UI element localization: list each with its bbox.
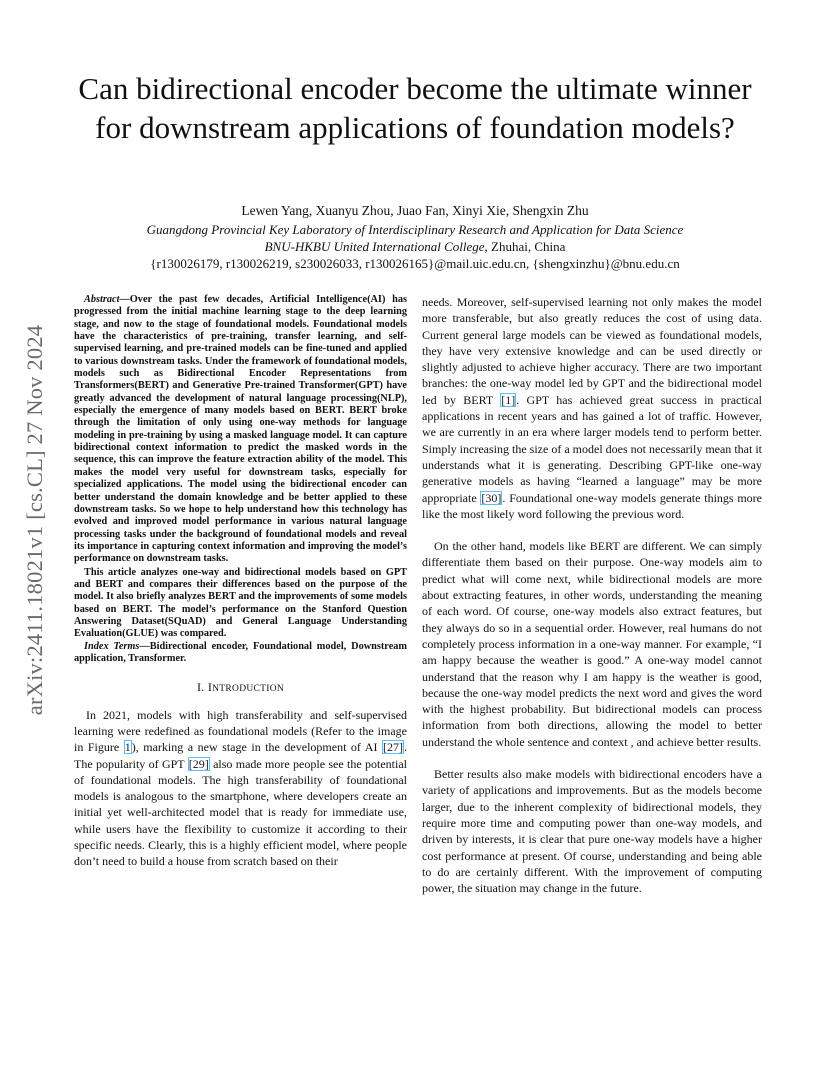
author-emails: {r130026179, r130026219, s230026033, r130026165}@mail.uic.edu.cn, {shengxinzhu}@bnu.edu.cn	[150, 256, 680, 271]
right-text-b: . GPT has achieved great success in practical applications in recent years and has gained a lot of traffic. However, we are currently in an era where larger models tend to perform better. Simply increasing the size of a model does not necessarily mean that it understands what it is generating. Describing GPT-like one-way generative models as having “learned a language” may be more appropriate	[422, 392, 762, 505]
intro-paragraph-2: On the other hand, models like BERT are different. We can simply differentiate them based on their purpose. One-way models aim to predict what will come next, while bidirectional models are more about extracting features, in other words, understanding the meaning of each word. Of course, one-way models also extract features, but they always do so in a sequential order. However, real humans do not completely process information in a one-way manner. For example, “I am happy because the weather is good.” A one-way model cannot understand that the reason why I am happy is the weather is good, because the one-way model predicts the next word and gives the word with the highest probability. But bidirectional models can process information from both directions, allowing the model to better understand the whole sentence and context , and achieve better results.	[422, 539, 762, 749]
abstract-paragraph-2: This article analyzes one-way and bidirectional models based on GPT and BERT and compares their differences based on the purpose of the model. It also briefly analyzes BERT and the improvements of some models based on BERT. The model’s performance on the Stanford Question Answering Dataset(SQuAD) and General Language Understanding Evaluation(GLUE) was compared.	[74, 566, 407, 640]
abstract-text-1: —Over the past few decades, Artificial Intelligence(AI) has progressed from the initial machine learning stage to the deep learning stage, and now to the stage of foundational models. Foundational models have the characteristics of pre-training, transfer learning, and self-supervised learning, and pre-trained models can be fine-tuned and applied to various downstream tasks. Under the framework of foundational models, models such as Bidirectional Encoder Representations from Transformers(BERT) and Generative Pre-trained Transformer(GPT) have greatly advanced the development of natural language processing(NLP), especially the emergence of many models based on BERT. BERT broke through the limitation of only using one-way methods for language modeling in pre-training by using a masked language model. It can capture bidirectional context information to predict the masked words in the sequence, this can improve the feature extraction ability of the model. This makes the model very useful for downstream tasks, especially for specialized applications. The model using the bidirectional encoder can better understand the domain knowledge and be better applied to these downstream tasks. So we hope to help understand how this technology has evolved and improved model performance in various natural language processing tasks under the background of foundational models and reveal its importance in capturing context information and improving the model’s performance on downstream tasks.	[74, 294, 407, 565]
citation-link-27[interactable]: [27]	[383, 740, 403, 755]
index-terms	[74, 641, 407, 666]
right-text-c: . Foundational one-way models generate things more like the most likely word following the previous word.	[422, 490, 763, 521]
intro-text-c: . The popularity of GPT	[74, 740, 407, 771]
intro-text-d: also made more people see the potential of foundational models. The high transferability of foundational models is analogous to the smartphone, where developers create an initial yet well-architected model that is ready for immediate use, while users have the flexibility to customize it according to their specific needs. Clearly, this is a highly efficient model, where people don’t need to build a house from scratch based on their	[74, 756, 407, 869]
right-text-a: needs. Moreover, self-supervised learning not only makes the model more transferable, but also greatly reduces the cost of using data. Current general large models can be viewed as foundational models, they have very extensive knowledge and can be used directly or slightly adjusted to achieve higher accuracy. There are two important branches: the one-way model led by GPT and the bidirectional model led by BERT	[422, 295, 762, 407]
section-title-rest: NTRODUCTION	[212, 684, 285, 695]
affiliation-college: BNU-HKBU United International College	[264, 239, 485, 254]
left-column	[74, 294, 407, 870]
index-terms-text: —Bidirectional encoder, Foundational model, Downstream application, Transformer.	[74, 640, 407, 664]
author-block	[70, 202, 760, 272]
abstract-paragraph-1	[74, 294, 407, 566]
section-heading-introduction	[74, 679, 407, 697]
intro-text-a: In 2021, models with high transferability and self-supervised learning were redefined as foundational models (Refer to the image in Figure	[74, 707, 407, 755]
index-terms-label: Index Terms	[84, 640, 140, 652]
author-names: Lewen Yang, Xuanyu Zhou, Juao Fan, Xinyi Xie, Shengxin Zhu	[241, 203, 589, 218]
paper-title: Can bidirectional encoder become the ultimate winner for downstream applications of foundation models?	[78, 71, 752, 145]
citation-link-29[interactable]: [29]	[188, 756, 209, 771]
affiliation-location: , Zhuhai, China	[484, 239, 566, 254]
affiliation-line-1: Guangdong Provincial Key Laboratory of Interdisciplinary Research and Application for Data Science	[146, 222, 684, 237]
section-numeral: I.	[196, 680, 208, 695]
affiliation-line-2	[70, 238, 760, 255]
citation-link-1[interactable]: [1]	[501, 392, 516, 407]
intro-paragraph-1	[74, 707, 407, 870]
citation-link-30[interactable]: [30]	[481, 490, 502, 505]
figure-reference-link[interactable]: 1	[124, 740, 131, 755]
right-column	[422, 294, 762, 896]
abstract-label: Abstract	[84, 294, 120, 305]
intro-text-b: ), marking a new stage in the development of AI	[131, 740, 382, 755]
arxiv-identifier-text: arXiv:2411.18021v1 [cs.CL] 27 Nov 2024	[22, 324, 47, 716]
intro-paragraph-3: Better results also make models with bidirectional encoders have a variety of applications and improvements. But as the models become larger, due to the inherent complexity of bidirectional models, they require more time and computing power than one-way models, and driven by interests, it is clear that pure one-way models have a higher cost performance at present. Of course, understanding and being able to do are certainly different. With the improvement of computing power, the situation may change in the future.	[422, 767, 762, 896]
arxiv-identifier	[22, 282, 48, 758]
intro-paragraph-1-continued	[422, 294, 762, 522]
section-title-first: I	[207, 680, 213, 695]
